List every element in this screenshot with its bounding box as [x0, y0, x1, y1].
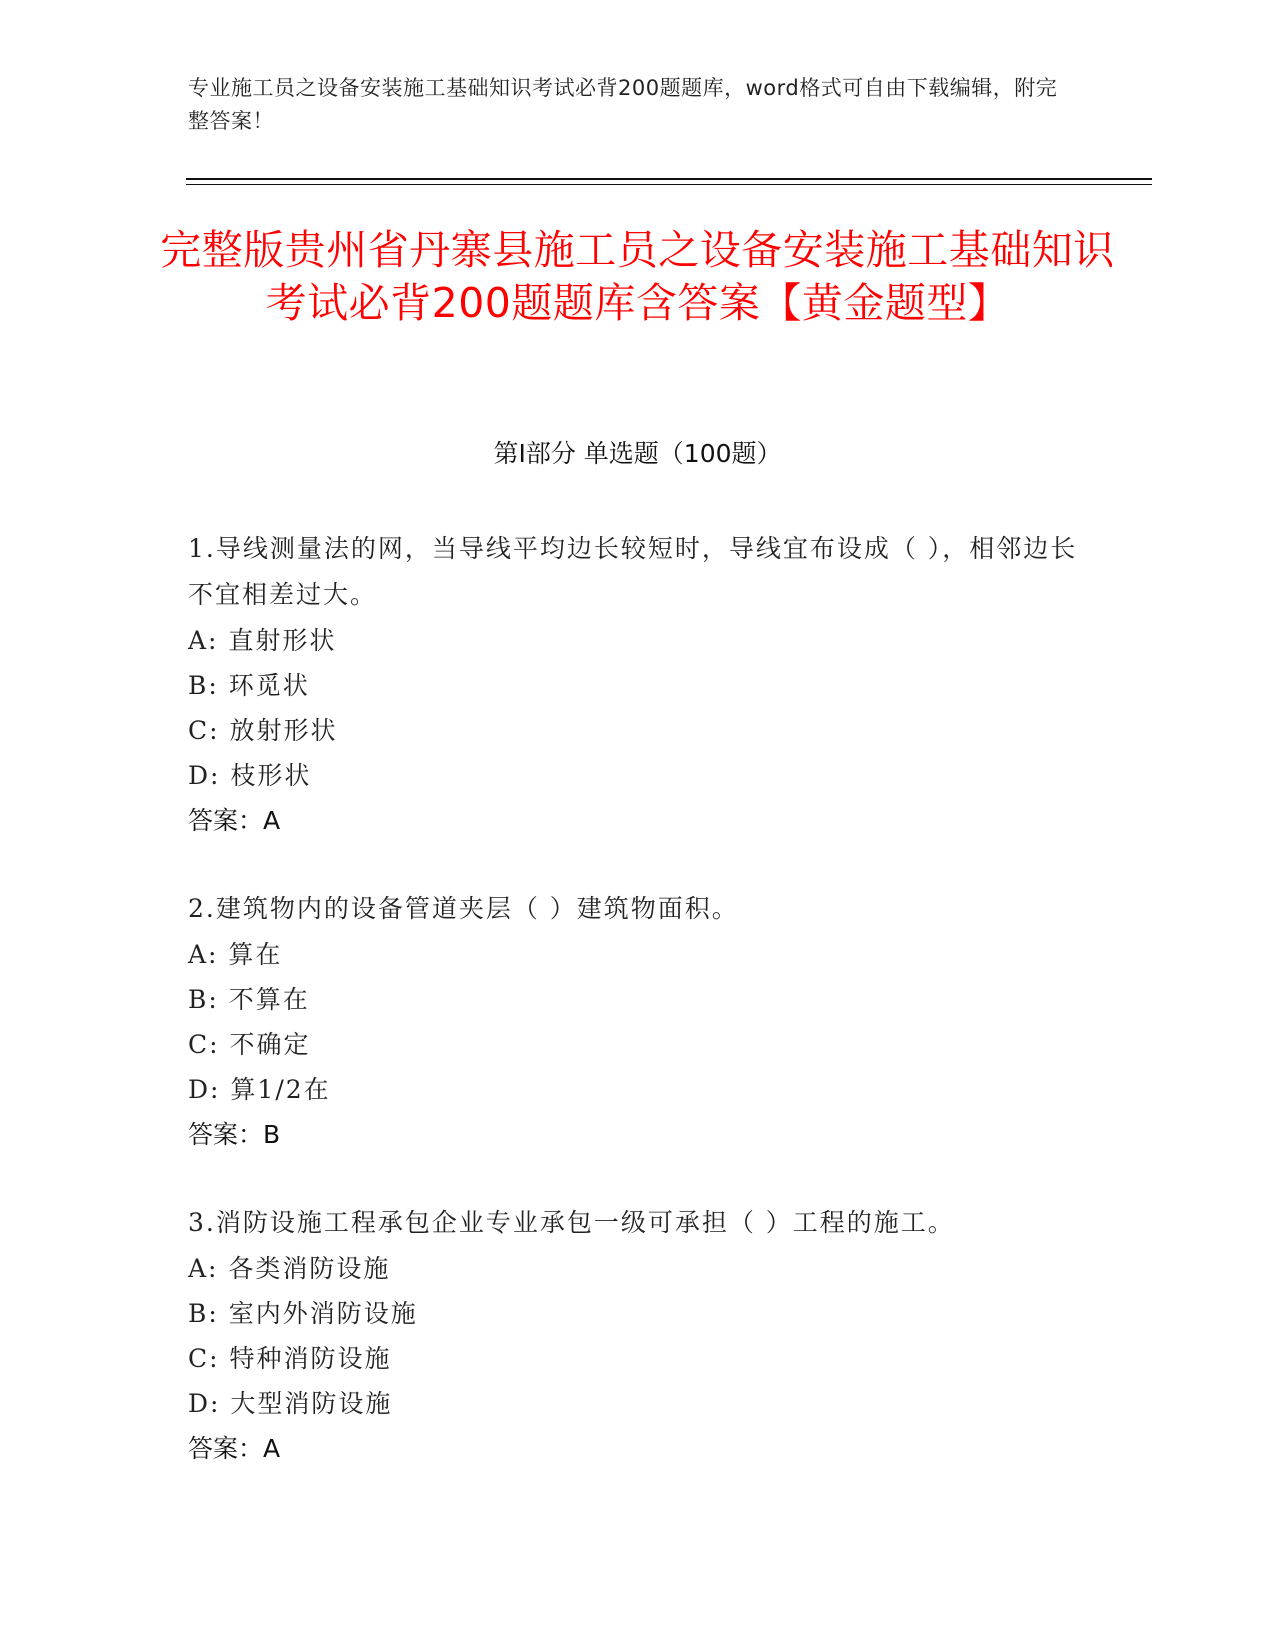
- section-title: 第Ⅰ部分 单选题（100题）: [493, 439, 782, 468]
- option-d: D: 大型消防设施: [188, 1389, 393, 1418]
- question-item: [188, 1200, 1078, 1472]
- option-c: C: 特种消防设施: [188, 1344, 392, 1373]
- option-c: C: 不确定: [188, 1030, 311, 1059]
- option-c: C: 放射形状: [188, 716, 338, 745]
- question-stem: 2.建筑物内的设备管道夹层（ ）建筑物面积。: [188, 894, 739, 923]
- option-b: B: 室内外消防设施: [188, 1299, 418, 1328]
- question-stem: 3.消防设施工程承包企业专业承包一级可承担（ ）工程的施工。: [188, 1208, 955, 1237]
- answer-line: 答案：A: [188, 806, 281, 835]
- header-divider: [186, 178, 1152, 180]
- header-note: 专业施工员之设备安装施工基础知识考试必背200题题库，word格式可自由下载编辑，附完整答案！: [188, 76, 1058, 133]
- question-list: [188, 526, 1078, 1514]
- option-a: A: 算在: [188, 940, 283, 969]
- document-title: 完整版贵州省丹寨县施工员之设备安装施工基础知识考试必背200题题库含答案【黄金题型】: [160, 226, 1115, 327]
- answer-line: 答案：B: [188, 1120, 281, 1149]
- question-stem: 1.导线测量法的网，当导线平均边长较短时，导线宜布设成（ ），相邻边长不宜相差过大。: [188, 534, 1078, 609]
- answer-line: 答案：A: [188, 1434, 281, 1463]
- option-b: B: 环觅状: [188, 671, 310, 700]
- option-b: B: 不算在: [188, 985, 310, 1014]
- question-item: [188, 526, 1078, 844]
- header-divider-thin: [186, 184, 1152, 185]
- option-d: D: 枝形状: [188, 761, 312, 790]
- option-a: A: 各类消防设施: [188, 1254, 391, 1283]
- option-a: A: 直射形状: [188, 626, 337, 655]
- option-d: D: 算1/2在: [188, 1075, 331, 1104]
- question-item: [188, 886, 1078, 1158]
